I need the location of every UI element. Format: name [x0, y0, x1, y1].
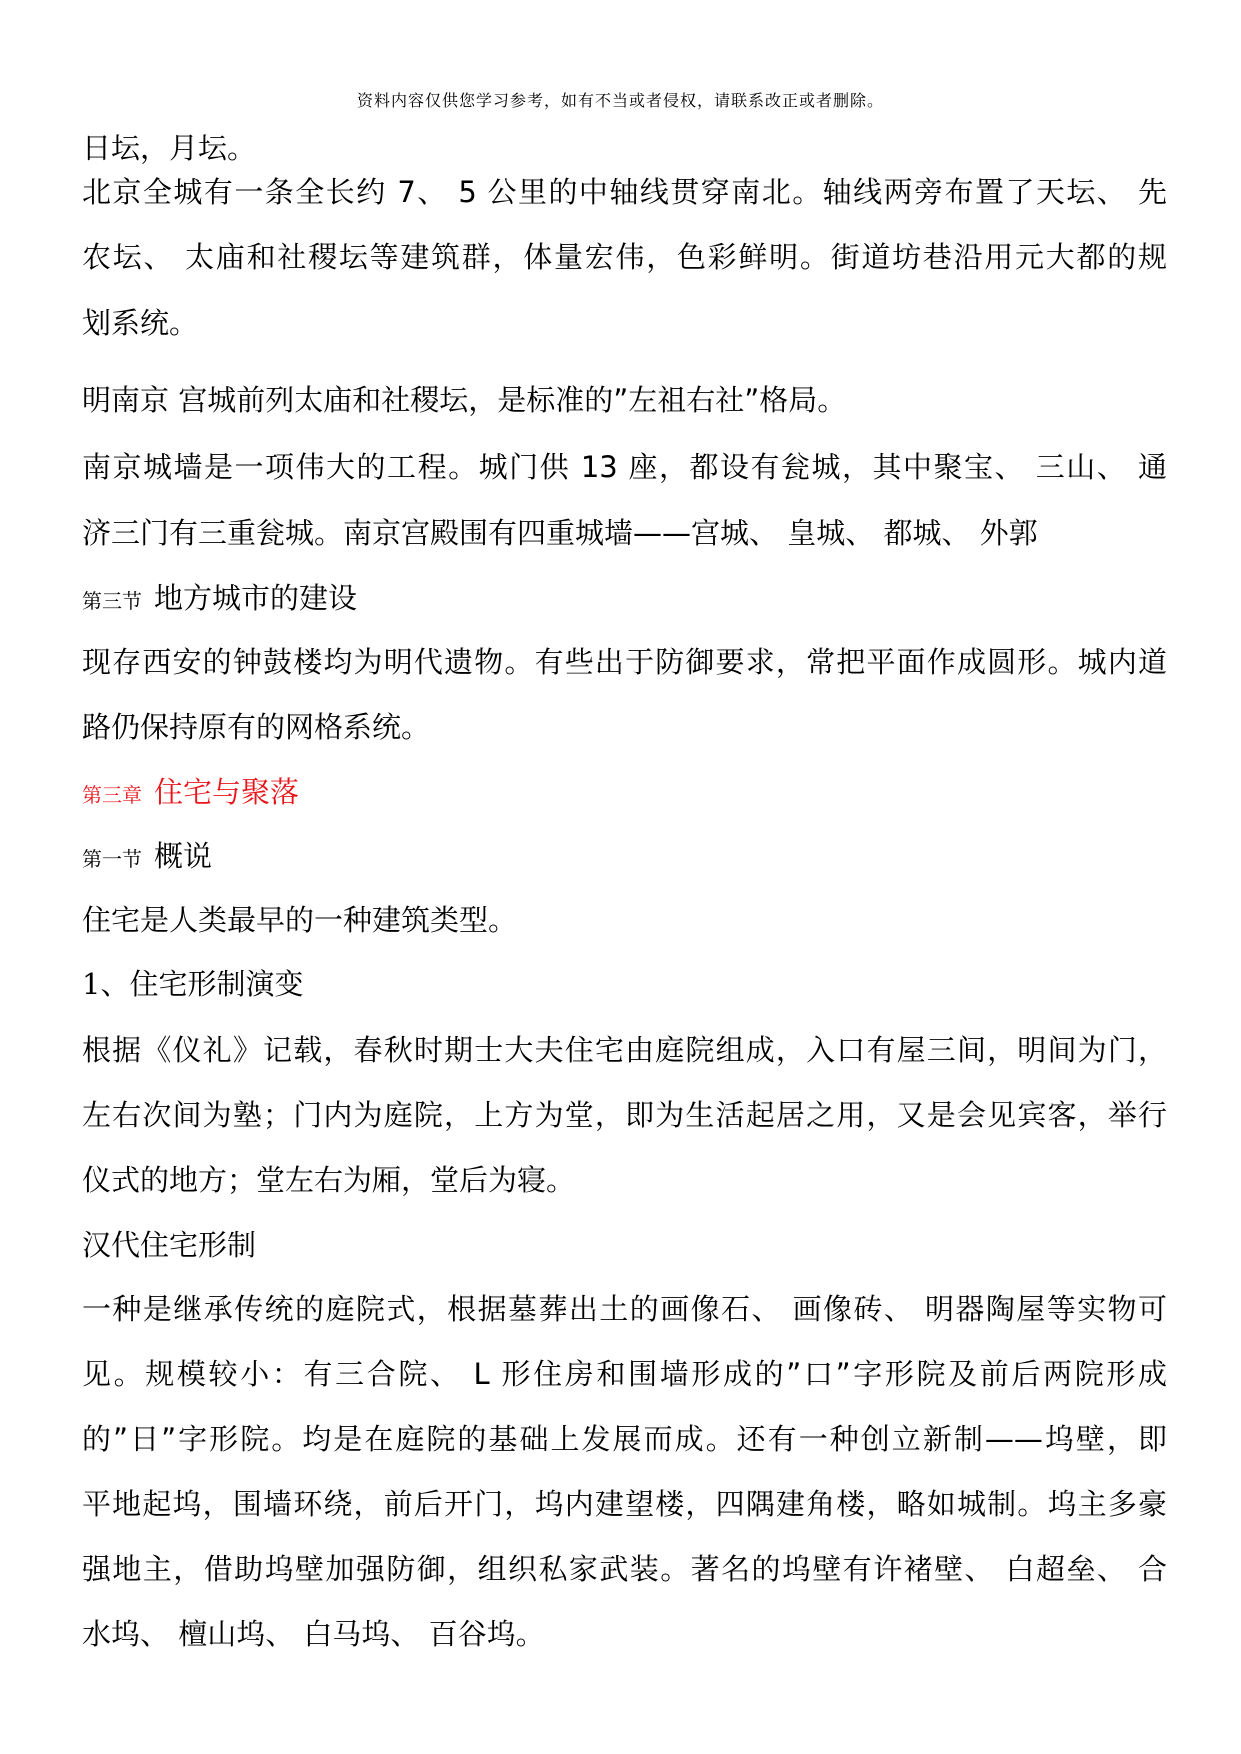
paragraph-line: 划系统。: [82, 306, 199, 340]
paragraph-line: 北京全城有一条全长约 7、 5 公里的中轴线贯穿南北。轴线两旁布置了天坛、 先: [82, 175, 1167, 209]
paragraph-line: 一种是继承传统的庭院式，根据墓葬出土的画像石、 画像砖、 明器陶屋等实物可: [82, 1292, 1167, 1326]
item-number: 1、: [82, 967, 130, 1001]
section-title: 概说: [154, 839, 213, 873]
paragraph-line: 根据《仪礼》记载，春秋时期士大夫住宅由庭院组成，入口有屋三间，明间为门，: [82, 1033, 1167, 1067]
paragraph-line: 见。规模较小：有三合院、 L 形住房和围墙形成的”口”字形院及前后两院形成: [82, 1357, 1167, 1391]
chapter-heading: [82, 772, 299, 812]
section-number: 第三节: [82, 589, 142, 613]
paragraph-line: 强地主，借助坞壁加强防御，组织私家武装。著名的坞壁有许褚壁、 白超垒、 合: [82, 1552, 1167, 1586]
section-heading-3: [82, 578, 357, 618]
paragraph-line: 现存西安的钟鼓楼均为明代遗物。有些出于防御要求，常把平面作成圆形。城内道: [82, 645, 1167, 679]
section-title: 地方城市的建设: [154, 581, 358, 615]
paragraph-line: 济三门有三重瓮城。南京宫殿围有四重城墙——宫城、 皇城、 都城、 外郭: [82, 516, 1038, 550]
chapter-number: 第三章: [82, 783, 142, 807]
section-number: 第一节: [82, 847, 142, 871]
page-header-disclaimer: 资料内容仅供您学习参考，如有不当或者侵权，请联系改正或者删除。: [356, 91, 884, 110]
chapter-title: 住宅与聚落: [154, 775, 300, 809]
paragraph-line: 明南京 宫城前列太庙和社稷坛，是标准的”左祖右社”格局。: [82, 383, 847, 417]
numbered-heading: [82, 964, 303, 1004]
section-heading-1: [82, 836, 212, 876]
paragraph-line: 住宅是人类最早的一种建筑类型。: [82, 903, 518, 937]
paragraph-line: 汉代住宅形制: [82, 1228, 257, 1262]
paragraph-line: 仪式的地方；堂左右为厢，堂后为寝。: [82, 1163, 576, 1197]
paragraph-line: 平地起坞，围墙环绕，前后开门，坞内建望楼，四隅建角楼，略如城制。坞主多豪: [82, 1487, 1167, 1521]
paragraph-line: 路仍保持原有的网格系统。: [82, 710, 431, 744]
paragraph-line: 的”日”字形院。均是在庭院的基础上发展而成。还有一种创立新制——坞壁，即: [82, 1422, 1167, 1456]
item-title: 住宅形制演变: [129, 967, 304, 1001]
paragraph-line: 农坛、 太庙和社稷坛等建筑群，体量宏伟，色彩鲜明。街道坊巷沿用元大都的规: [82, 240, 1167, 274]
paragraph-line: 日坛，月坛。: [82, 131, 257, 165]
paragraph-line: 左右次间为塾；门内为庭院，上方为堂，即为生活起居之用，又是会见宾客，举行: [82, 1098, 1167, 1132]
paragraph-line: 水坞、 檀山坞、 白马坞、 百谷坞。: [82, 1617, 545, 1651]
paragraph-line: 南京城墙是一项伟大的工程。城门供 13 座，都设有瓮城，其中聚宝、 三山、 通: [82, 450, 1167, 484]
